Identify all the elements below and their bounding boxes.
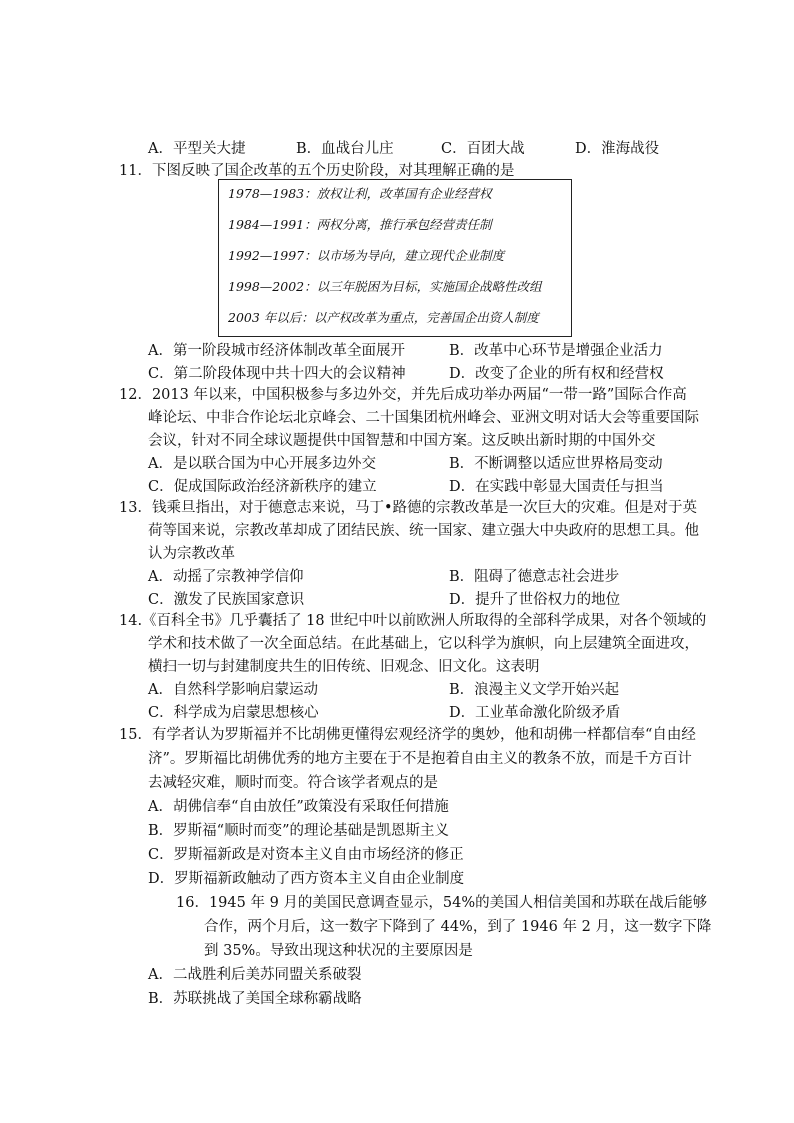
- option-a: A．自然科学影响启蒙运动: [148, 682, 318, 698]
- question-stem-line: 峰论坛、中非合作论坛北京峰会、二十国集团杭州峰会、亚洲文明对话大会等重要国际: [148, 410, 699, 426]
- option-b: B．苏联挑战了美国全球称霸战略: [148, 991, 362, 1007]
- option-d: D．在实践中彰显大国责任与担当: [449, 479, 664, 495]
- question-stem: 11．下图反映了国企改革的五个历史阶段，对其理解正确的是: [119, 163, 515, 179]
- question-stem-line: 济”。罗斯福比胡佛优秀的地方主要在于不是抱着自由主义的教条不放，而是千方百计: [148, 751, 692, 767]
- option-b: B．不断调整以适应世界格局变动: [449, 456, 663, 472]
- stage-row: 1978—1983：放权让利，改革国有企业经营权: [228, 186, 492, 201]
- question-stem-line: 16．1945 年 9 月的美国民意调查显示，54%的美国人相信美国和苏联在战后能够: [176, 895, 708, 911]
- question-stem-line: 到 35%。导致出现这种状况的主要原因是: [204, 943, 473, 959]
- option-d: D．工业革命激化阶级矛盾: [449, 705, 621, 721]
- option-c: C．百团大战: [441, 141, 525, 157]
- question-stem-line: 15．有学者认为罗斯福并不比胡佛更懂得宏观经济学的奥妙，他和胡佛一样都信奉“自由经: [119, 727, 696, 743]
- stage-row: 1992—1997：以市场为导向，建立现代企业制度: [228, 248, 505, 263]
- option-b: B．阻碍了德意志社会进步: [449, 569, 620, 585]
- option-a: A．胡佛信奉“自由放任”政策没有采取任何措施: [148, 799, 449, 815]
- option-c: C．科学成为启蒙思想核心: [148, 705, 319, 721]
- option-d: D．罗斯福新政触动了西方资本主义自由企业制度: [148, 871, 465, 887]
- option-c: C．促成国际政治经济新秩序的建立: [148, 479, 377, 495]
- question-stem-line: 学术和技术做了一次全面总结。在此基础上，它以科学为旗帜，向上层建筑全面进攻，: [148, 636, 699, 652]
- option-d: D．提升了世俗权力的地位: [449, 592, 621, 608]
- question-stem-line: 14.《百科全书》几乎囊括了 18 世纪中叶以前欧洲人所取得的全部科学成果，对各个领域的: [119, 613, 707, 629]
- question-stem-line: 横扫一切与封建制度共生的旧传统、旧观念、旧文化。这表明: [148, 659, 540, 675]
- stage-row: 2003 年以后：以产权改革为重点，完善国企出资人制度: [228, 310, 539, 325]
- option-b: B．血战台儿庄: [296, 141, 394, 157]
- question-stem-line: 合作，两个月后，这一数字下降到了 44%，到了 1946 年 2 月，这一数字下降: [204, 919, 712, 935]
- option-a: A．第一阶段城市经济体制改革全面展开: [148, 343, 405, 359]
- option-d: D．淮海战役: [575, 141, 660, 157]
- option-a: A．平型关大捷: [148, 141, 246, 157]
- option-b: B．罗斯福“顺时而变”的理论基础是凯恩斯主义: [148, 823, 449, 839]
- stage-row: 1998—2002：以三年脱困为目标，实施国企战略性改组: [228, 279, 542, 294]
- option-a: A．动摇了宗教神学信仰: [148, 569, 304, 585]
- stage-row: 1984—1991：两权分离，推行承包经营责任制: [228, 217, 492, 232]
- question-stem-line: 12．2013 年以来，中国积极参与多边外交，并先后成功举办两届“一带一路”国际合作高: [119, 387, 687, 403]
- option-a: A．是以联合国为中心开展多边外交: [148, 456, 376, 472]
- option-a: A．二战胜利后美苏同盟关系破裂: [148, 967, 362, 983]
- option-c: C．罗斯福新政是对资本主义自由市场经济的修正: [148, 847, 464, 863]
- option-b: B．浪漫主义文学开始兴起: [449, 682, 620, 698]
- reform-stages-table: [218, 179, 572, 337]
- option-d: D．改变了企业的所有权和经营权: [449, 366, 664, 382]
- question-stem-line: 认为宗教改革: [148, 546, 235, 562]
- option-c: C．激发了民族国家意识: [148, 592, 305, 608]
- question-stem-line: 荷等国来说，宗教改革却成了团结民族、统一国家、建立强大中央政府的思想工具。他: [148, 523, 699, 539]
- option-b: B．改革中心环节是增强企业活力: [449, 343, 663, 359]
- question-stem-line: 去减轻灾难，顺时而变。符合该学者观点的是: [148, 775, 438, 791]
- question-stem-line: 13．钱乘旦指出，对于德意志来说，马丁•路德的宗教改革是一次巨大的灾难。但是对于英: [119, 500, 697, 516]
- question-stem-line: 会议，针对不同全球议题提供中国智慧和中国方案。这反映出新时期的中国外交: [148, 433, 656, 449]
- option-c: C．第二阶段体现中共十四大的会议精神: [148, 366, 406, 382]
